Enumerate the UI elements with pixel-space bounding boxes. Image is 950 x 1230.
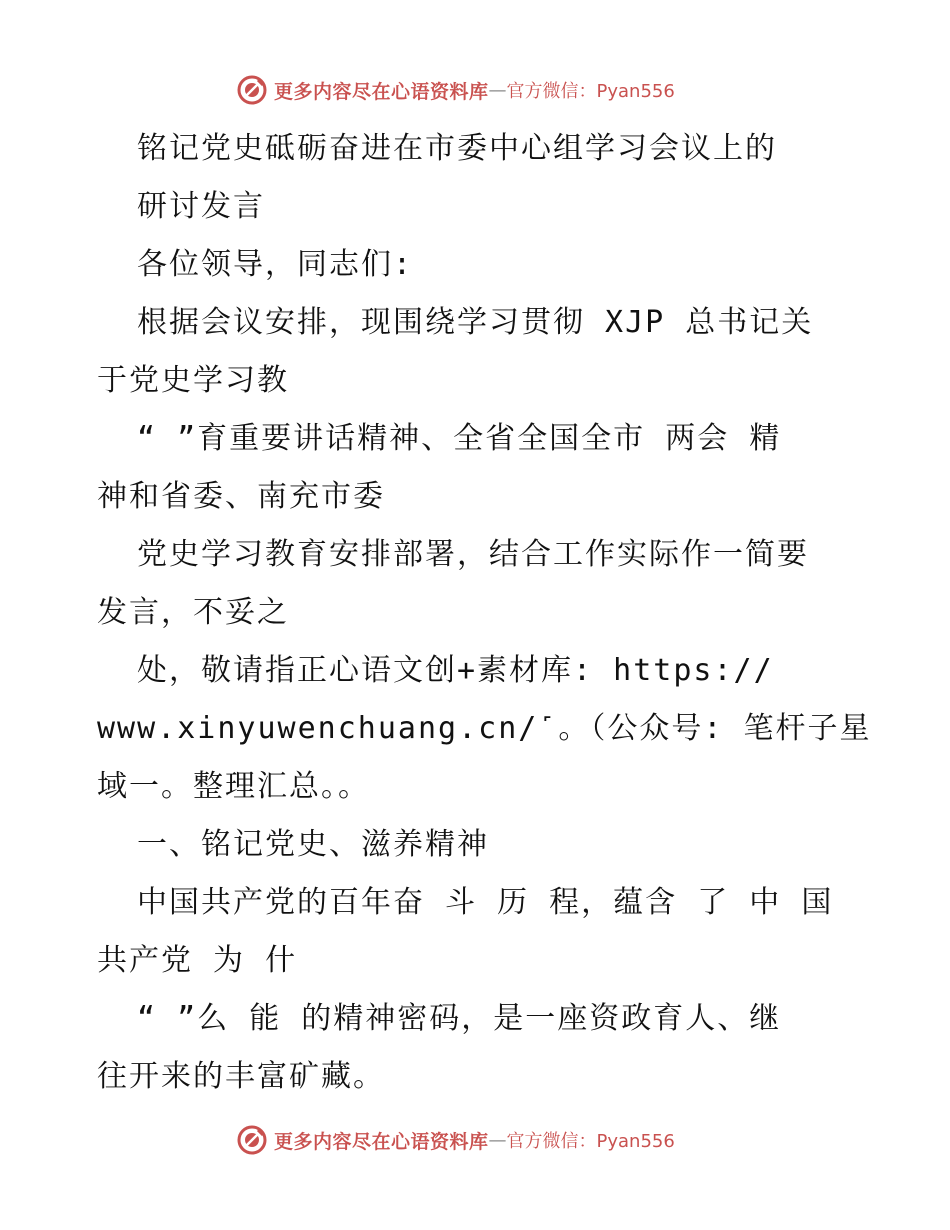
paragraph-line: www.xinyuwenchuang.cn/˹。（公众号: 笔杆子星 [97, 711, 872, 746]
doc-title-line-1: 铭记党史砥砺奋进在市委中心组学习会议上的 [137, 131, 777, 166]
banner-text: 更多内容尽在心语资料库 [274, 80, 489, 103]
paragraph-line: “ ”么 能 的精神密码，是一座资政育人、继 [137, 1001, 782, 1036]
document-body [97, 120, 872, 1106]
banner-wechat: 官方微信：Pyan556 [506, 81, 675, 102]
seal-logo-icon [236, 74, 268, 106]
paragraph-line: 往开来的丰富矿藏。 [97, 1059, 385, 1094]
paragraph-line: 根据会议安排，现围绕学习贯彻 XJP 总书记关 [137, 305, 814, 340]
banner-dash: — [488, 79, 507, 101]
seal-logo-icon [236, 1124, 268, 1156]
paragraph-line: 共产党 为 什 [97, 943, 298, 978]
salutation: 各位领导，同志们: [137, 247, 414, 282]
paragraph-line: 于党史学习教 [97, 363, 289, 398]
paragraph-line: 党史学习教育安排部署，结合工作实际作一简要 [137, 537, 809, 572]
header-banner [236, 72, 756, 108]
footer-banner [236, 1122, 756, 1158]
section-heading: 一、铭记党史、滋养精神 [137, 827, 489, 862]
paragraph-line: 发言，不妥之 [97, 595, 289, 630]
paragraph-line: 处，敬请指正心语文创+素材库: https:// [137, 653, 774, 688]
paragraph-line: 域一。整理汇总。。 [97, 769, 370, 804]
paragraph-line: 中国共产党的百年奋 斗 历 程，蕴含 了 中 国 [137, 885, 834, 920]
paragraph-line: “ ”育重要讲话精神、全省全国全市 两会 精 [137, 421, 782, 456]
banner-dash: — [488, 1129, 507, 1151]
banner-wechat: 官方微信：Pyan556 [506, 1131, 675, 1152]
doc-title-line-2: 研讨发言 [137, 189, 265, 224]
paragraph-line: 神和省委、南充市委 [97, 479, 385, 514]
banner-text: 更多内容尽在心语资料库 [274, 1130, 489, 1153]
